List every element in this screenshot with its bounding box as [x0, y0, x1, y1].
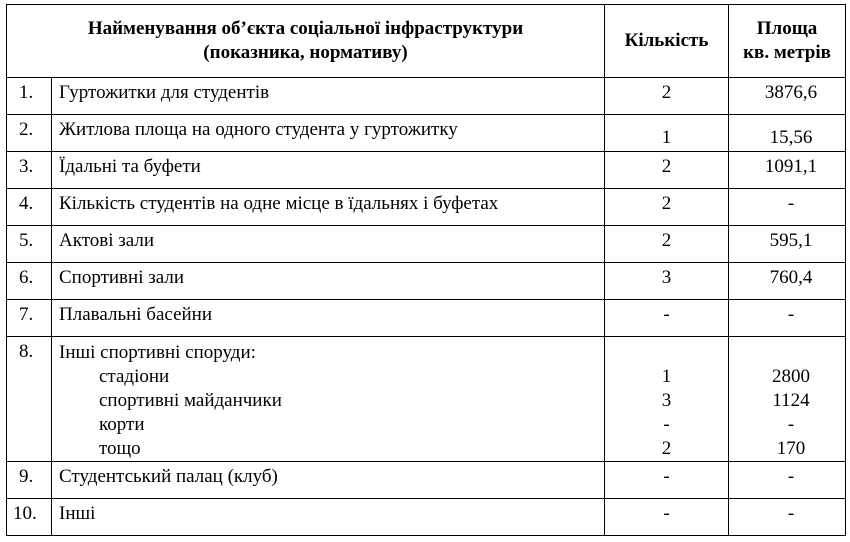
sub-item-quantity: - — [663, 414, 670, 435]
table-row — [7, 152, 846, 189]
row-number: 1. — [7, 78, 52, 115]
row-name: Актові зали — [52, 226, 605, 263]
sub-item-area: 1124 — [772, 390, 810, 411]
sub-item-name: спортивні майданчики — [99, 390, 282, 411]
table-row — [7, 499, 846, 536]
row-number: 3. — [7, 152, 52, 189]
row-name: Плавальні басейни — [52, 300, 605, 337]
row-number: 9. — [7, 462, 52, 499]
row-number: 6. — [7, 263, 52, 300]
row-quantity: 2 — [605, 78, 729, 115]
row-area: - — [729, 499, 846, 536]
sub-item-quantity: 1 — [661, 366, 672, 387]
sub-item-area: 170 — [776, 438, 806, 459]
row-area: - — [729, 189, 846, 226]
sub-item-name: корти — [99, 414, 145, 435]
row-name: Їдальні та буфети — [52, 152, 605, 189]
table-row — [7, 462, 846, 499]
row-name: Інші — [52, 499, 605, 536]
header-row — [7, 5, 846, 78]
table-row-grouped — [7, 337, 846, 462]
row-number: 10. — [7, 499, 52, 536]
row-quantity: 2 — [605, 226, 729, 263]
group-title: Інші спортивні споруди: — [59, 342, 256, 363]
table-row — [7, 263, 846, 300]
row-area: - — [729, 462, 846, 499]
row-number: 2. — [7, 115, 52, 152]
row-quantity: - — [605, 462, 729, 499]
table-row — [7, 78, 846, 115]
infrastructure-table — [6, 4, 846, 536]
table-row — [7, 189, 846, 226]
header-area-line2: кв. метрів — [743, 42, 831, 63]
row-quantity: 3 — [605, 263, 729, 300]
row-quantity-group — [605, 337, 729, 462]
row-quantity: - — [605, 499, 729, 536]
row-area-group — [729, 337, 846, 462]
row-area: 1091,1 — [729, 152, 846, 189]
row-name: Кількість студентів на одне місце в їдальнях і буфетах — [52, 189, 605, 226]
header-name-line1: Найменування об’єкта соціальної інфраструктури — [87, 18, 524, 39]
row-number: 4. — [7, 189, 52, 226]
row-name: Спортивні зали — [52, 263, 605, 300]
header-name-cell — [7, 5, 605, 78]
table-row — [7, 226, 846, 263]
sub-item-area: 2800 — [772, 366, 810, 387]
row-number: 8. — [7, 337, 52, 462]
sub-item-name: тощо — [99, 438, 141, 459]
row-name-group — [52, 337, 605, 462]
row-name: Студентський палац (клуб) — [52, 462, 605, 499]
row-name: Гуртожитки для студентів — [52, 78, 605, 115]
row-number: 7. — [7, 300, 52, 337]
header-quantity-cell: Кількість — [605, 5, 729, 78]
sub-item-quantity: 2 — [661, 438, 672, 459]
row-area: 760,4 — [729, 263, 846, 300]
sub-item-quantity: 3 — [661, 390, 672, 411]
row-number: 5. — [7, 226, 52, 263]
sub-item-area: - — [787, 414, 795, 435]
row-quantity: - — [605, 300, 729, 337]
row-name: Житлова площа на одного студента у гуртожитку — [52, 115, 605, 152]
row-area: - — [729, 300, 846, 337]
row-quantity: 1 — [605, 115, 729, 152]
header-area-line1: Площа — [756, 18, 818, 39]
table-row — [7, 115, 846, 152]
table-row — [7, 300, 846, 337]
row-quantity: 2 — [605, 152, 729, 189]
row-quantity: 2 — [605, 189, 729, 226]
header-area-cell — [729, 5, 846, 78]
row-area: 15,56 — [729, 115, 846, 152]
sub-item-name: стадіони — [99, 366, 170, 387]
row-area: 3876,6 — [729, 78, 846, 115]
row-area: 595,1 — [729, 226, 846, 263]
header-name-line2: (показника, нормативу) — [203, 42, 408, 63]
